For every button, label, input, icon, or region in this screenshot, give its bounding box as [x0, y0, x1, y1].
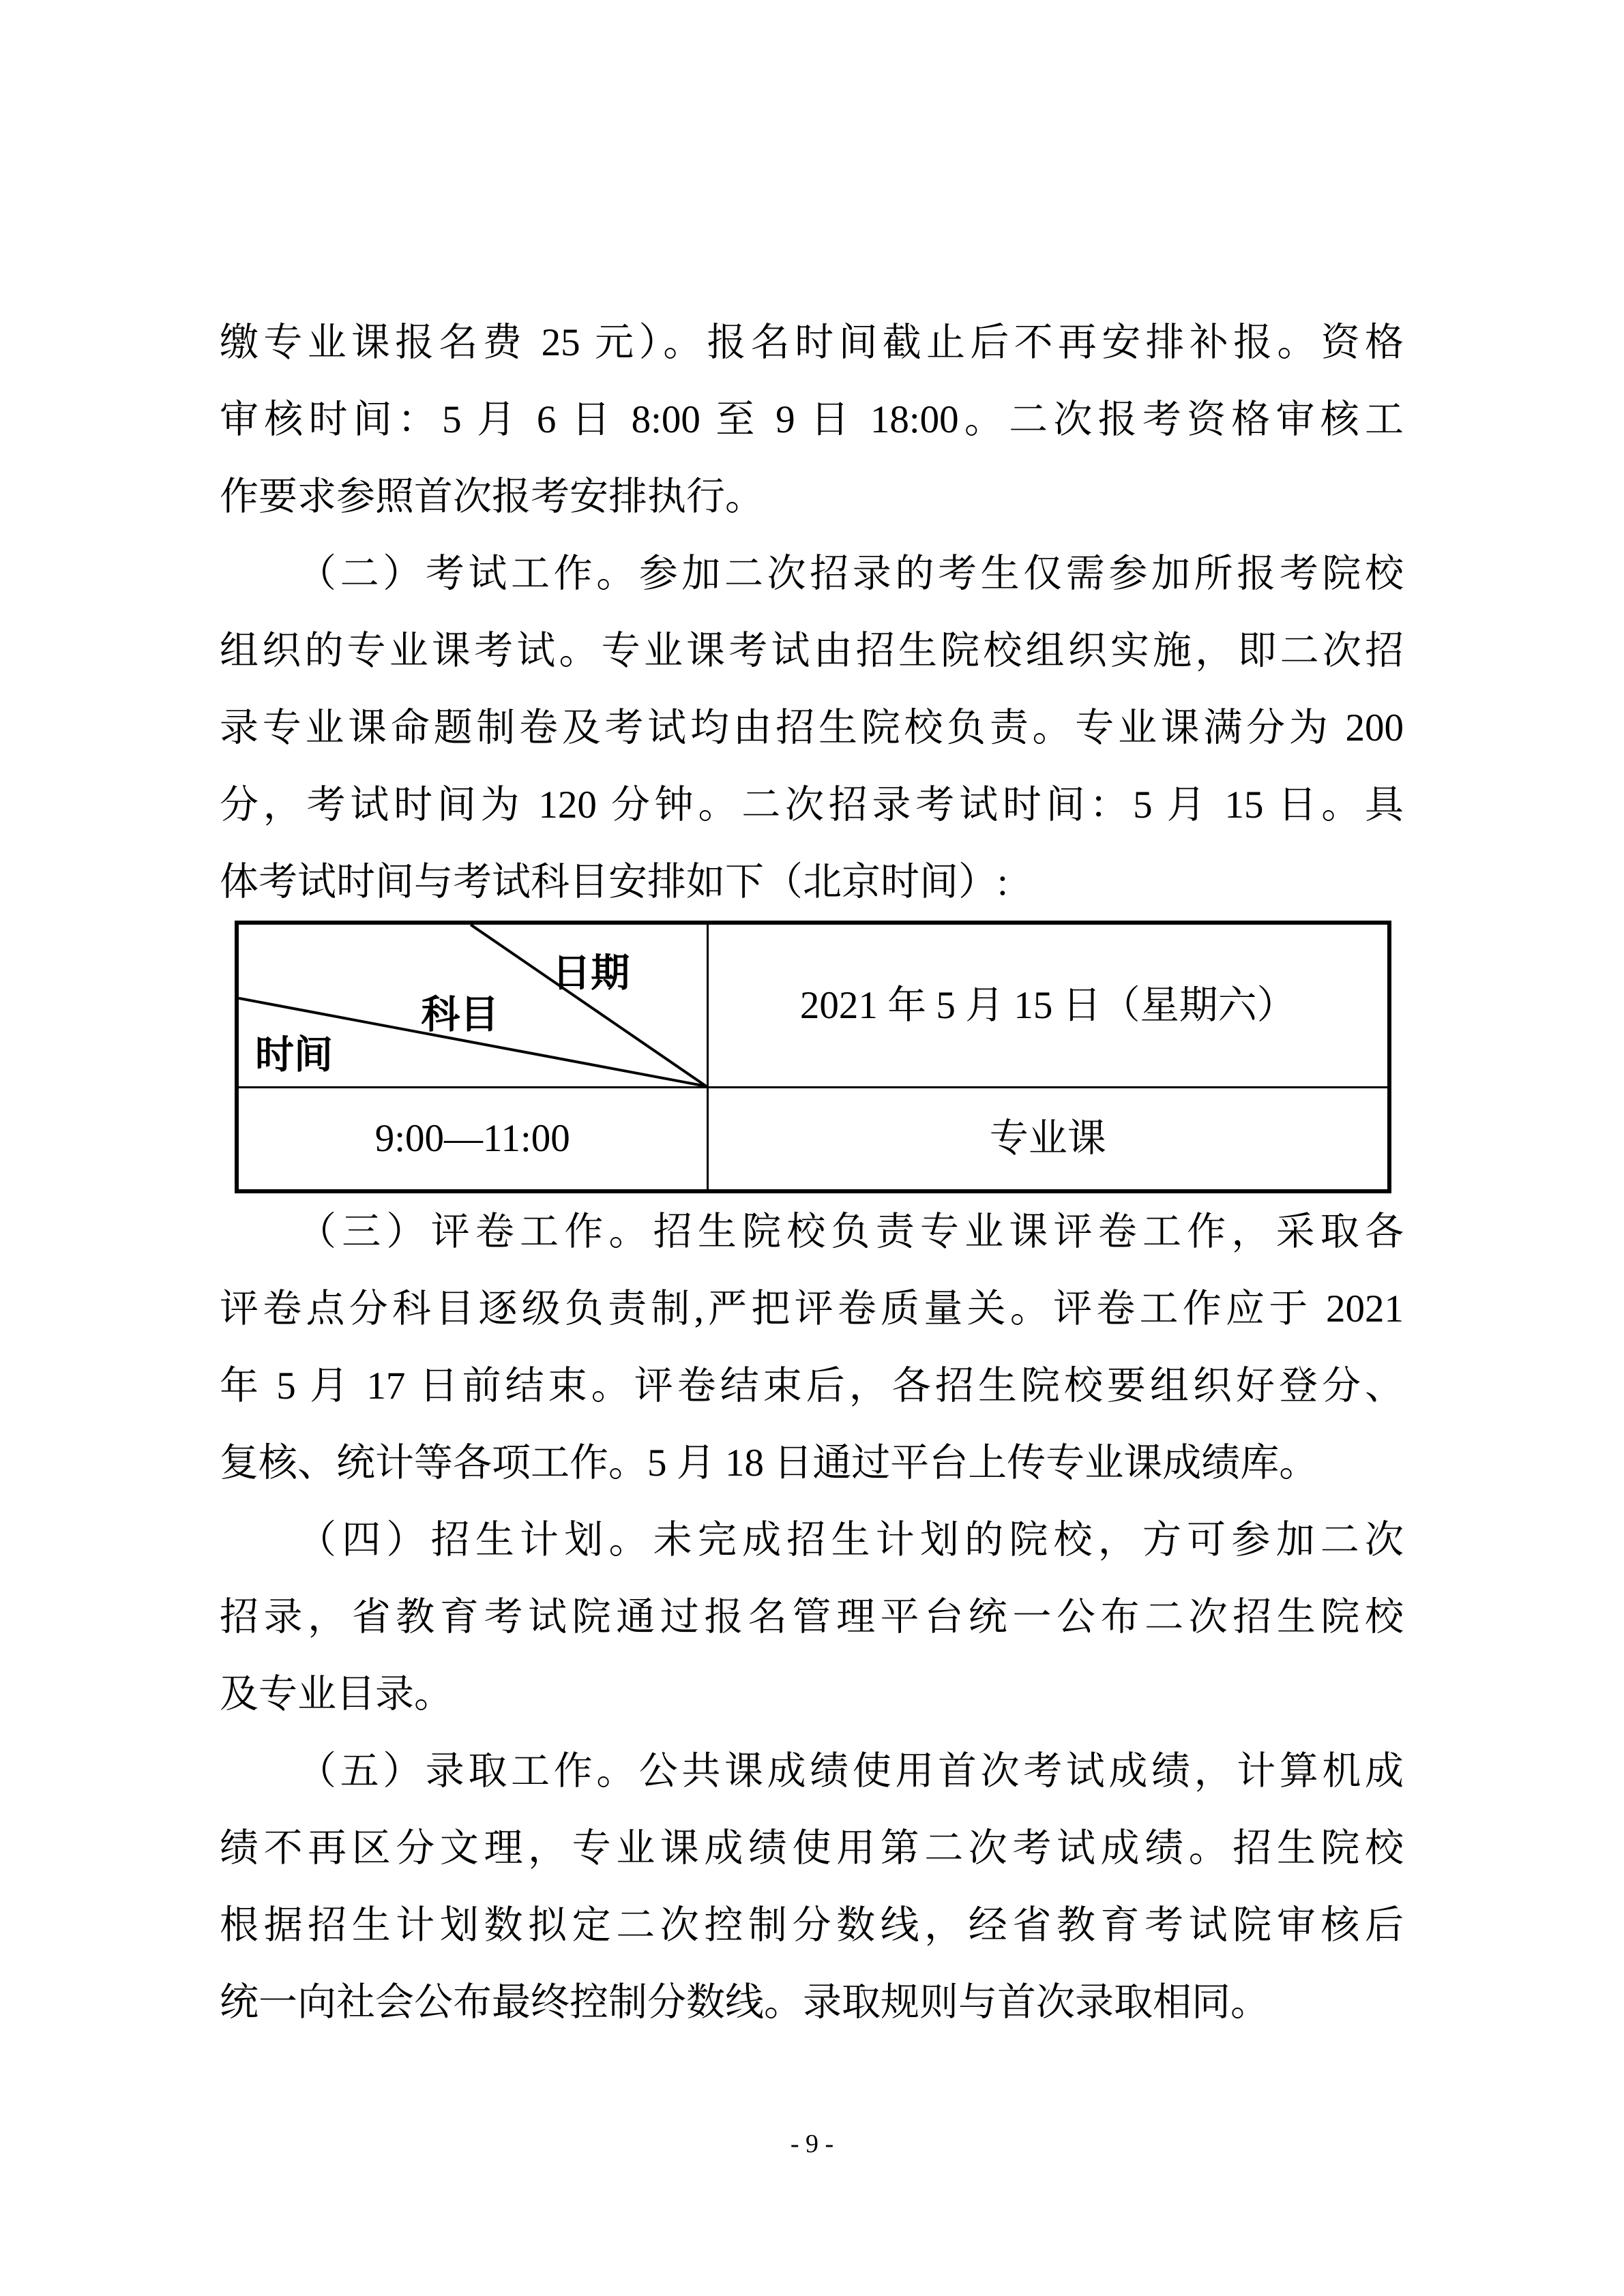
- text-line: 招录，省教育考试院通过报名管理平台统一公布二次招生院校: [220, 1596, 1404, 1639]
- table-header-row: [237, 923, 1389, 1088]
- paragraph: [220, 304, 1404, 535]
- text-line: 作要求参照首次报考安排执行。: [220, 475, 764, 518]
- text-line: 缴专业课报名费 25 元）。报名时间截止后不再安排补报。资格: [220, 321, 1404, 364]
- table-corner-cell: [237, 923, 707, 1088]
- text-line: 体考试时间与考试科目安排如下（北京时间）:: [220, 861, 1008, 904]
- text-line: 统一向社会公布最终控制分数线。录取规则与首次录取相同。: [220, 1981, 1269, 2024]
- table-header-date: 2021 年 5 月 15 日（星期六）: [707, 923, 1389, 1088]
- text-line: 审核时间：5 月 6 日 8:00 至 9 日 18:00。二次报考资格审核工: [220, 398, 1404, 441]
- exam-schedule-table: [235, 921, 1391, 1193]
- text-line: 分，考试时间为 120 分钟。二次招录考试时间：5 月 15 日。具: [220, 784, 1404, 826]
- text-line: （三）评卷工作。招生院校负责专业课评卷工作，采取各: [297, 1210, 1404, 1253]
- text-line: （四）招生计划。未完成招生计划的院校，方可参加二次: [297, 1519, 1404, 1562]
- paragraph: [220, 1193, 1404, 1502]
- text-line: 绩不再区分文理，专业课成绩使用第二次考试成绩。招生院校: [220, 1827, 1404, 1870]
- table-cell-subject: 专业课: [707, 1088, 1389, 1192]
- text-line: 及专业目录。: [220, 1673, 453, 1716]
- document-body: [220, 304, 1404, 2041]
- paragraph: [220, 535, 1404, 921]
- text-line: （五）录取工作。公共课成绩使用首次考试成绩，计算机成: [297, 1750, 1404, 1793]
- table-cell-time: 9:00—11:00: [237, 1088, 707, 1192]
- corner-label-subject: 科目: [421, 994, 499, 1037]
- text-line: 组织的专业课考试。专业课考试由招生院校组织实施，即二次招: [220, 629, 1404, 672]
- text-line: 根据招生计划数拟定二次控制分数线，经省教育考试院审核后: [220, 1904, 1404, 1947]
- text-line: 年 5 月 17 日前结束。评卷结束后，各招生院校要组织好登分、: [220, 1365, 1404, 1407]
- corner-label-date: 日期: [552, 951, 630, 995]
- corner-label-time: 时间: [255, 1033, 333, 1077]
- text-line: 录专业课命题制卷及考试均由招生院校负责。专业课满分为 200: [220, 706, 1404, 749]
- text-line: （二）考试工作。参加二次招录的考生仅需参加所报考院校: [297, 552, 1404, 595]
- paragraph: [220, 1502, 1404, 1733]
- text-line: 复核、统计等各项工作。5 月 18 日通过平台上传专业课成绩库。: [220, 1442, 1318, 1485]
- table-row: [237, 1088, 1389, 1192]
- paragraph: [220, 1733, 1404, 2041]
- text-line: 评卷点分科目逐级负责制,严把评卷质量关。评卷工作应于 2021: [220, 1287, 1404, 1330]
- page-number: - 9 -: [790, 2130, 834, 2158]
